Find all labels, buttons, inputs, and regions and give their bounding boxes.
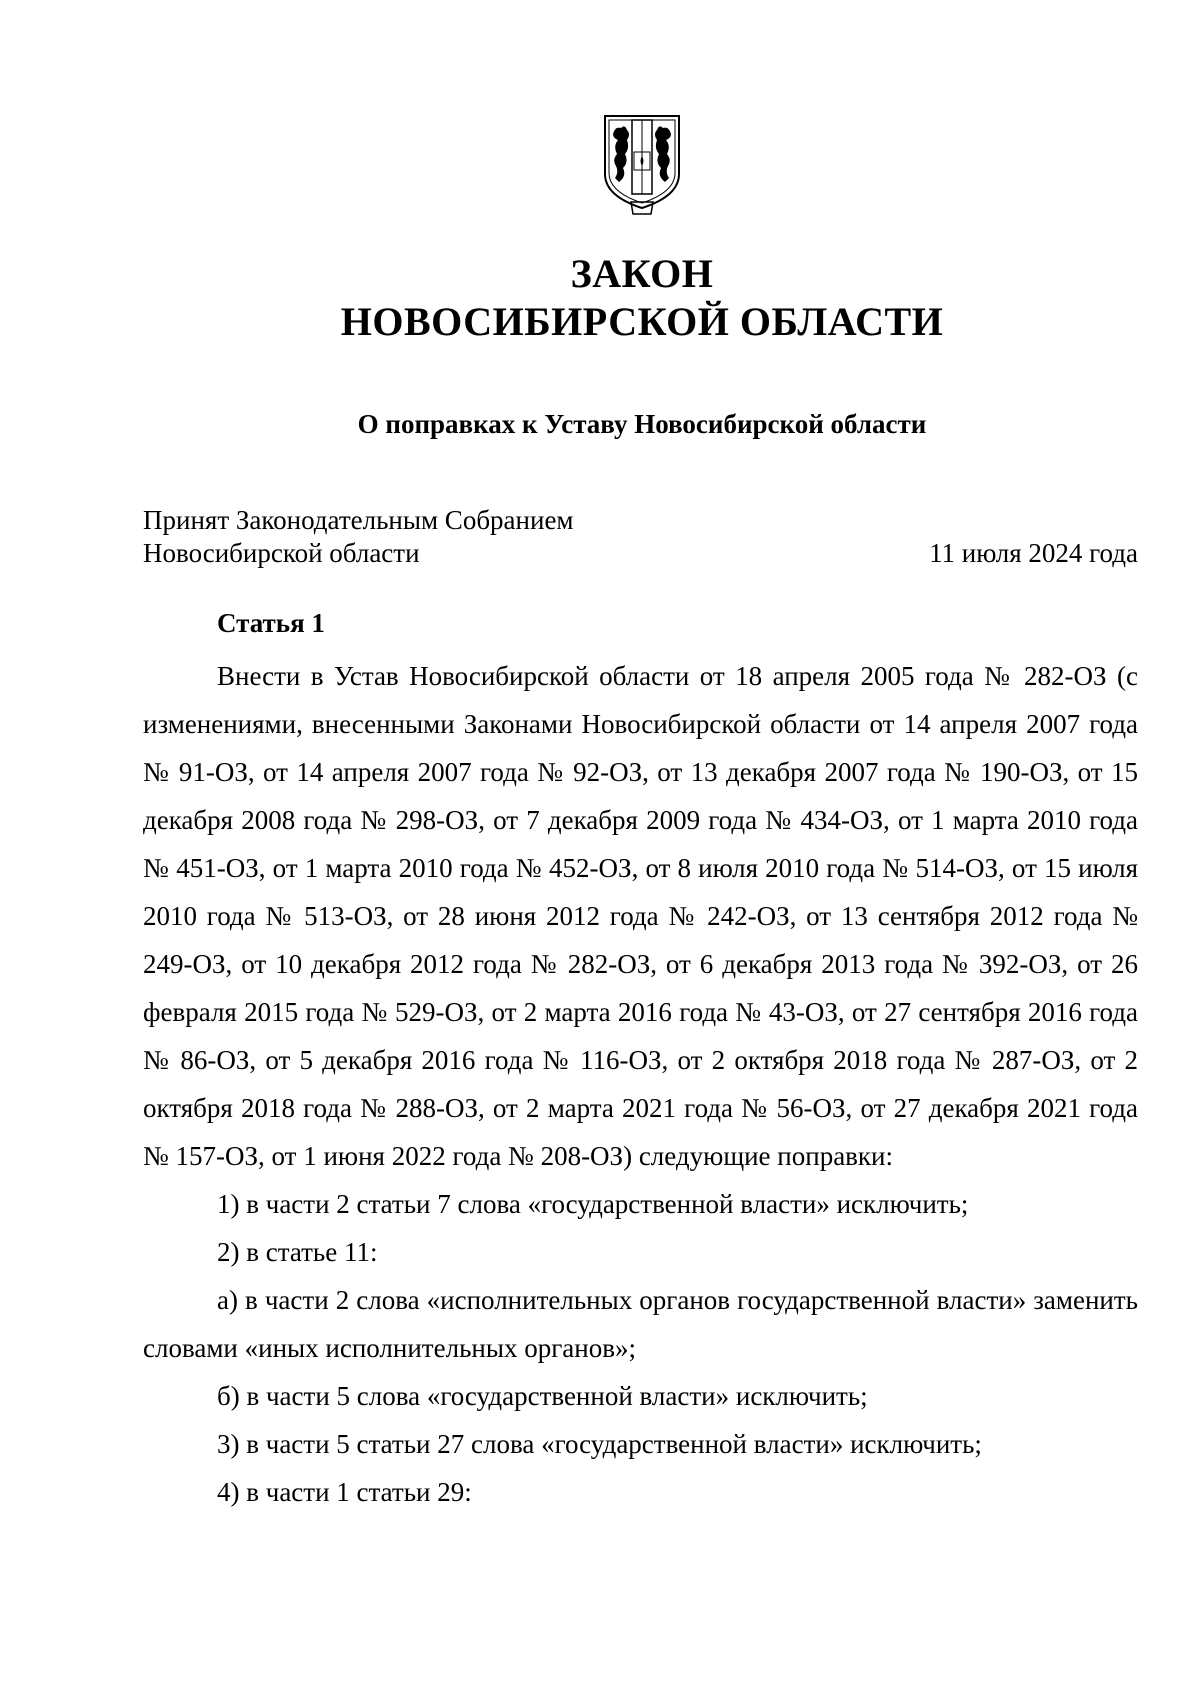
article-paragraph: а) в части 2 слова «исполнительных органов государственной власти» заменить словами «иных исполнительных органов»; [143, 1285, 1138, 1363]
article-title: Статья 1 [217, 608, 325, 638]
adoption-line-1: Принят Законодательным Собранием [143, 505, 574, 535]
article-body [143, 652, 1138, 1516]
adoption-body [143, 504, 574, 570]
article-paragraph: 1) в части 2 статьи 7 слова «государственной власти» исключить; [217, 1189, 969, 1219]
adoption-line-2: Новосибирской области [143, 538, 420, 568]
article-paragraph: Внести в Устав Новосибирской области от 18 апреля 2005 года № 282-ОЗ (с изменениями, внесенными Законами Новосибирской области от 14 апреля 2007 года № 91-ОЗ, от 14 апреля 2007 года № 92-ОЗ, от 13 декабря 2007 года № 190-ОЗ, от 15 декабря 2008 года № 298-ОЗ, от 7 декабря 2009 года № 434-ОЗ, от 1 марта 2010 года № 451-ОЗ, от 1 марта 2010 года № 452-ОЗ, от 8 июля 2010 года № 514-ОЗ, от 15 июля 2010 года № 513-ОЗ, от 28 июня 2012 года № 242-ОЗ, от 13 сентября 2012 года № 249-ОЗ, от 10 декабря 2012 года № 282-ОЗ, от 6 декабря 2013 года № 392-ОЗ, от 26 февраля 2015 года № 529-ОЗ, от 2 марта 2016 года № 43-ОЗ, от 27 сентября 2016 года № 86-ОЗ, от 5 декабря 2016 года № 116-ОЗ, от 2 октября 2018 года № 287-ОЗ, от 2 октября 2018 года № 288-ОЗ, от 2 марта 2021 года № 56-ОЗ, от 27 декабря 2021 года № 157-ОЗ, от 1 июня 2022 года № 208-ОЗ) следующие поправки: [143, 661, 1138, 1171]
article-paragraph: 2) в статье 11: [217, 1237, 378, 1267]
article-paragraph: б) в части 5 слова «государственной власти» исключить; [217, 1381, 868, 1411]
article-paragraph: 4) в части 1 статьи 29: [217, 1477, 472, 1507]
article-paragraph: 3) в части 5 статьи 27 слова «государственной власти» исключить; [217, 1429, 982, 1459]
law-title-line-1: ЗАКОН [570, 251, 714, 296]
coat-of-arms-emblem [601, 112, 683, 218]
adoption-date: 11 июля 2024 года [929, 538, 1138, 568]
law-title-line-2: НОВОСИБИРСКОЙ ОБЛАСТИ [340, 299, 944, 344]
law-subject: О поправках к Уставу Новосибирской области [357, 409, 927, 439]
